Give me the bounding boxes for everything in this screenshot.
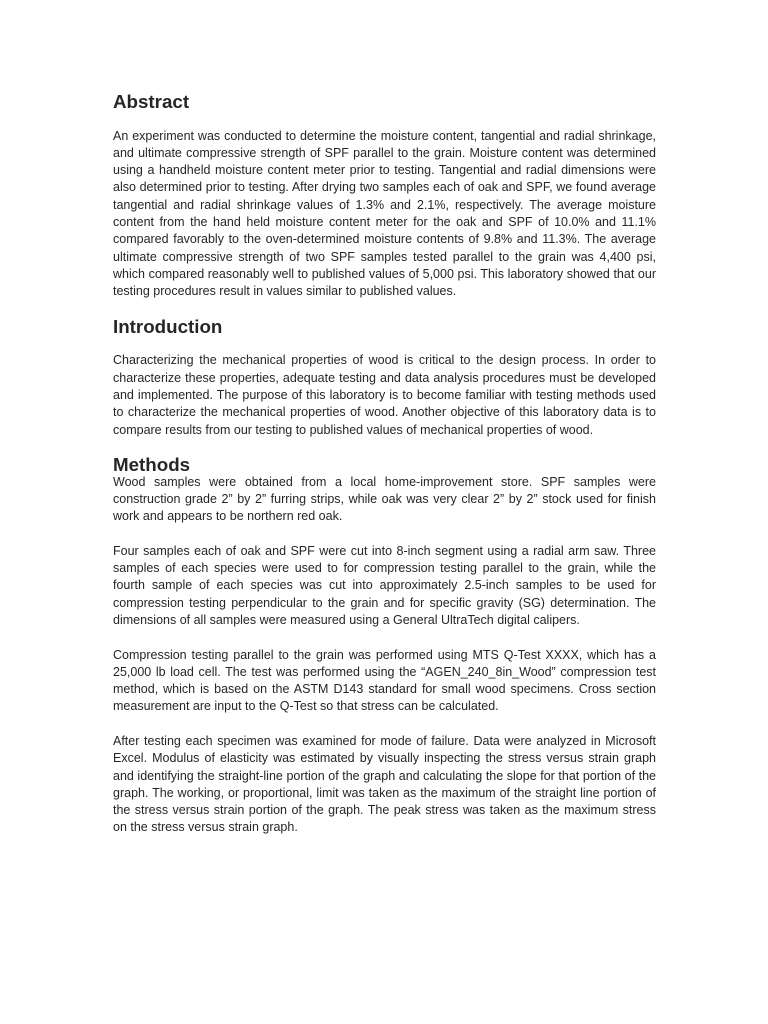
methods-paragraph-2: Four samples each of oak and SPF were cut into 8-inch segment using a radial arm saw. Three samples of each species were used to for compression testing parallel to the grain, while the fourth sample of each species was cut into approximately 2.5-inch samples to be used for compression testing perpendicular to the grain and for specific gravity (SG) determination. The dimensions of all samples were measured using a General UltraTech digital calipers. bbox=[113, 543, 656, 627]
introduction-paragraph: Characterizing the mechanical properties of wood is critical to the design process. In order to characterize these properties, adequate testing and data analysis procedures must be developed and implemented. The purpose of this laboratory is to become familiar with testing methods used to characterize the mechanical properties of wood. Another objective of this laboratory data is to compare results from our testing to published values of mechanical properties of wood. bbox=[113, 353, 656, 437]
methods-section bbox=[113, 456, 656, 837]
introduction-heading: Introduction bbox=[113, 315, 223, 337]
abstract-heading: Abstract bbox=[113, 91, 190, 112]
document-page bbox=[113, 93, 656, 837]
abstract-section bbox=[113, 93, 656, 301]
methods-paragraph-4: After testing each specimen was examined for mode of failure. Data were analyzed in Microsoft Excel. Modulus of elasticity was estimated by visually inspecting the stress versus strain graph and identifying the straight-line portion of the graph and calculating the slope for that portion of the graph. The working, or proportional, limit was taken as the maximum of the straight line portion of the stress versus strain portion of the graph. The peak stress was taken as the maximum stress on the stress versus strain graph. bbox=[113, 733, 656, 835]
methods-paragraph-3: Compression testing parallel to the grain was performed using MTS Q-Test XXXX, which has a 25,000 lb load cell. The test was performed using the “AGEN_240_8in_Wood” compression test method, which is based on the ASTM D143 standard for small wood specimens. Cross section measurement are input to the Q-Test so that stress can be calculated. bbox=[113, 647, 656, 714]
abstract-paragraph: An experiment was conducted to determine the moisture content, tangential and radial shrinkage, and ultimate compressive strength of SPF parallel to the grain. Moisture content was determined using a handheld moisture content meter prior to testing. Tangential and radial dimensions were also determined prior to testing. After drying two samples each of oak and SPF, we found average tangential and radial shrinkage values of 1.3% and 2.1%, respectively. The average moisture content from the hand held moisture content meter for the oak and SPF of 10.0% and 11.1% compared favorably to the oven-determined moisture contents of 9.8% and 11.3%. The average ultimate compressive strength of two SPF samples tested parallel to the grain was 4,400 psi, which compared reasonably well to published values of 5,000 psi. This laboratory showed that our testing procedures result in values similar to published values. bbox=[113, 128, 656, 299]
methods-paragraph-1: Wood samples were obtained from a local home-improvement store. SPF samples were construction grade 2” by 2” furring strips, while oak was very clear 2” by 2” stock used for finish work and appears to be northern red oak. bbox=[113, 474, 656, 524]
introduction-section bbox=[113, 315, 656, 439]
methods-heading: Methods bbox=[113, 454, 191, 476]
